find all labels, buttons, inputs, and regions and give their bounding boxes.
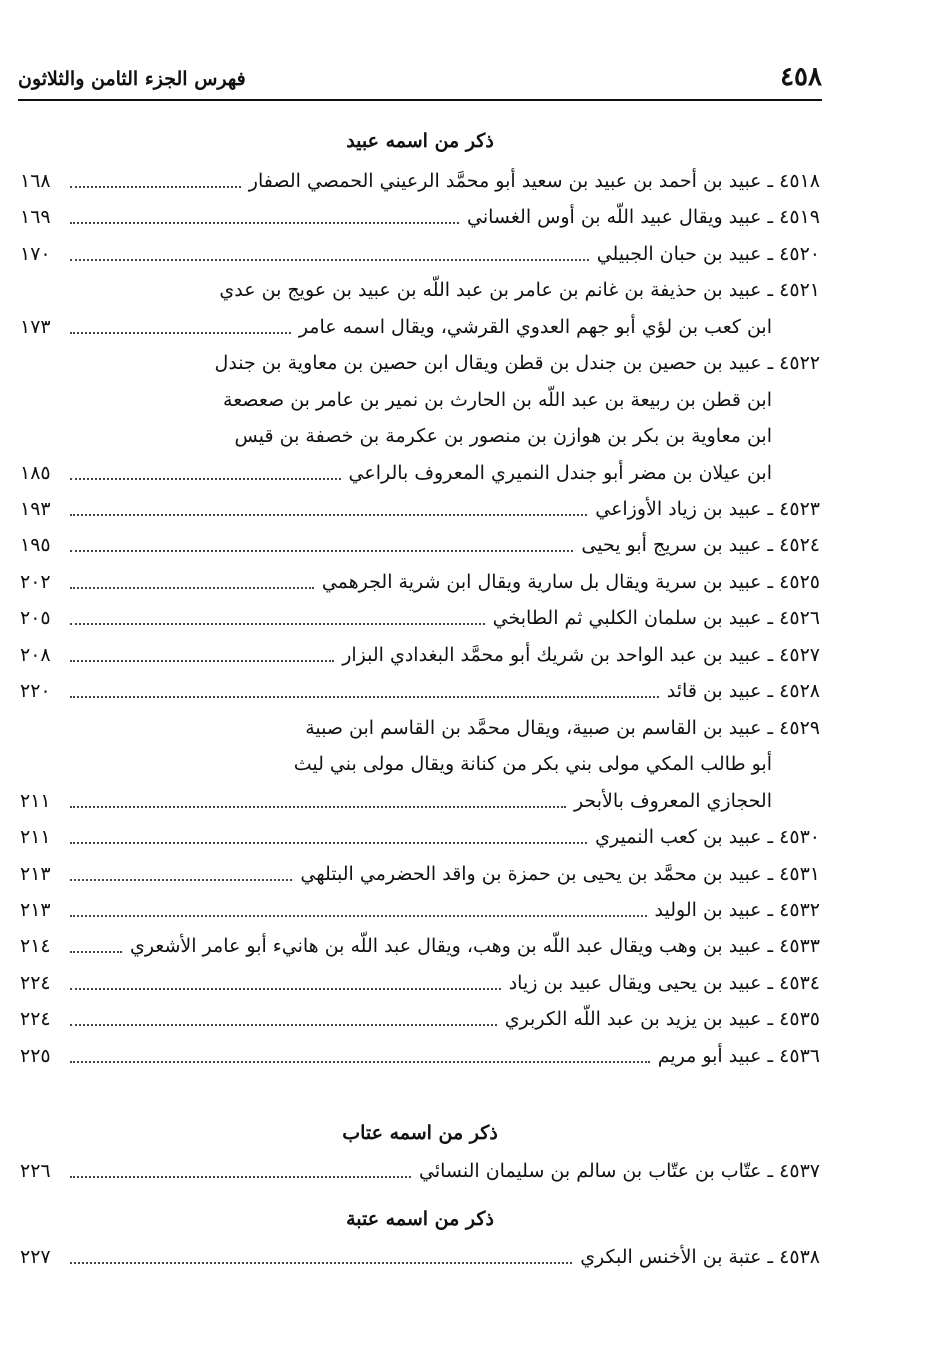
toc-entry-line xyxy=(20,239,820,275)
dot-leader xyxy=(70,792,566,808)
entry-text: ٤٥٣٤ ـ عبيد بن يحيى ويقال عبيد بن زياد xyxy=(508,972,820,994)
dot-leader xyxy=(70,901,647,917)
dot-leader xyxy=(70,500,587,516)
toc-entry-line xyxy=(20,1242,820,1278)
dot-leader xyxy=(70,245,589,261)
entry-text: ٤٥٢٤ ـ عبيد بن سريج أبو يحيى xyxy=(581,534,820,556)
entry-text: ٤٥٢٣ ـ عبيد بن زياد الأوزاعي xyxy=(595,498,820,520)
entry-text: ٤٥٢٠ ـ عبيد بن حبان الجبيلي xyxy=(596,243,820,265)
toc-entry-line xyxy=(20,749,820,785)
dot-leader xyxy=(70,828,587,844)
dot-leader xyxy=(70,865,292,881)
entry-text: ٤٥٢٥ ـ عبيد بن سرية ويقال بل سارية ويقال ابن شرية الجرهمي xyxy=(321,571,820,593)
entry-page-number: ٢٢٦ xyxy=(20,1160,51,1182)
dot-leader xyxy=(70,1162,411,1178)
toc-entry-line xyxy=(20,530,820,566)
section-title: ذكر من اسمه عتبة xyxy=(346,1208,494,1230)
toc-entry-line xyxy=(20,567,820,603)
entry-text: الحجازي المعروف بالأبحر xyxy=(573,790,772,812)
running-title: فهرس الجزء الثامن والثلاثون xyxy=(18,68,246,90)
entry-text: ٤٥٣١ ـ عبيد بن محمَّد بن يحيى بن حمزة بن واقد الحضرمي البتلهي xyxy=(300,863,820,885)
toc-entry-line xyxy=(20,1156,820,1192)
entry-page-number: ٢٢٤ xyxy=(20,972,51,994)
dot-leader xyxy=(70,937,122,953)
dot-leader xyxy=(70,318,291,334)
entry-text: ٤٥٢٦ ـ عبيد بن سلمان الكلبي ثم الطابخي xyxy=(492,607,820,629)
toc-entry-line xyxy=(20,494,820,530)
toc-entry-line xyxy=(20,275,820,311)
page-header xyxy=(18,62,822,98)
toc-entry-line xyxy=(20,348,820,384)
entry-text: ابن عيلان بن مضر أبو جندل النميري المعروف بالراعي xyxy=(348,462,772,484)
dot-leader xyxy=(70,682,659,698)
entry-page-number: ٢١١ xyxy=(20,790,51,812)
page-number: ٤٥٨ xyxy=(780,62,822,92)
entry-page-number: ١٩٣ xyxy=(20,498,51,520)
toc-entry-line xyxy=(20,603,820,639)
toc-entry-line xyxy=(20,859,820,895)
dot-leader xyxy=(70,646,334,662)
entry-page-number: ٢١١ xyxy=(20,826,51,848)
entry-text: ٤٥٣٣ ـ عبيد بن وهب ويقال عبد اللّه بن وهب، ويقال عبد اللّه بن هانيء أبو عامر الأشعري xyxy=(129,935,820,957)
entry-text: ابن قطن بن ربيعة بن عبد اللّه بن الحارث بن نمير بن عامر بن صعصعة xyxy=(223,389,772,411)
entry-text: ٤٥٣٠ ـ عبيد بن كعب النميري xyxy=(595,826,820,848)
toc-entry-line xyxy=(20,202,820,238)
entry-page-number: ٢٢٥ xyxy=(20,1045,51,1067)
toc-entry-line xyxy=(20,166,820,202)
section-title: ذكر من اسمه عبيد xyxy=(346,130,494,152)
entry-page-number: ١٦٨ xyxy=(20,170,51,192)
entry-page-number: ٢٢٤ xyxy=(20,1008,51,1030)
toc-entry-line xyxy=(20,1041,820,1077)
dot-leader xyxy=(70,1248,572,1264)
entry-text: ٤٥٣٢ ـ عبيد بن الوليد xyxy=(654,899,820,921)
dot-leader xyxy=(70,1010,497,1026)
entry-text: ٤٥٣٧ ـ عتّاب بن عتّاب بن سالم بن سليمان النسائي xyxy=(419,1160,820,1182)
entry-text: ٤٥٢٨ ـ عبيد بن قائد xyxy=(666,680,820,702)
entry-page-number: ٢١٣ xyxy=(20,899,51,921)
entry-page-number: ١٧٠ xyxy=(20,243,51,265)
entry-text: أبو طالب المكي مولى بني بكر من كنانة ويقال مولى بني ليث xyxy=(293,753,772,775)
dot-leader xyxy=(70,609,485,625)
toc-entry-line xyxy=(20,786,820,822)
entry-text: ٤٥٣٥ ـ عبيد بن يزيد بن عبد اللّه الكربري xyxy=(504,1008,820,1030)
entry-text: ٤٥١٩ ـ عبيد ويقال عبيد اللّه بن أوس الغساني xyxy=(467,206,820,228)
dot-leader xyxy=(70,208,459,224)
entry-page-number: ٢٠٥ xyxy=(20,607,51,629)
header-rule xyxy=(18,99,822,101)
entry-text: ٤٥٢٢ ـ عبيد بن حصين بن جندل بن قطن ويقال ابن حصين بن معاوية بن جندل xyxy=(214,352,820,374)
dot-leader xyxy=(70,1047,650,1063)
entry-page-number: ١٨٥ xyxy=(20,462,51,484)
toc-entry-line xyxy=(20,931,820,967)
entry-text: ٤٥٢٧ ـ عبيد بن عبد الواحد بن شريك أبو محمَّد البغدادي البزار xyxy=(342,644,820,666)
dot-leader xyxy=(70,974,501,990)
entry-page-number: ٢١٣ xyxy=(20,863,51,885)
toc-entry-line xyxy=(20,713,820,749)
toc-entry-line xyxy=(20,676,820,712)
dot-leader xyxy=(70,464,341,480)
toc-entry-line xyxy=(20,312,820,348)
entry-text: ٤٥٣٨ ـ عتبة بن الأخنس البكري xyxy=(580,1246,820,1268)
entry-text: ابن كعب بن لؤي أبو جهم العدوي القرشي، ويقال اسمه عامر xyxy=(298,316,772,338)
toc-entry-line xyxy=(20,640,820,676)
entry-page-number: ٢٢٧ xyxy=(20,1246,51,1268)
toc-entry-line xyxy=(20,1004,820,1040)
entry-text: ٤٥١٨ ـ عبيد بن أحمد بن عبيد بن سعيد أبو محمَّد الرعيني الحمصي الصفار xyxy=(248,170,820,192)
entry-text: ابن معاوية بن بكر بن هوازن بن منصور بن عكرمة بن خصفة بن قيس xyxy=(234,425,772,447)
entry-text: ٤٥٣٦ ـ عبيد أبو مريم xyxy=(657,1045,820,1067)
entry-page-number: ١٧٣ xyxy=(20,316,51,338)
entry-page-number: ٢٠٢ xyxy=(20,571,51,593)
entry-page-number: ٢١٤ xyxy=(20,935,51,957)
section-title: ذكر من اسمه عتاب xyxy=(342,1122,498,1144)
toc-entry-line xyxy=(20,385,820,421)
toc-entry-line xyxy=(20,458,820,494)
toc-entry-line xyxy=(20,968,820,1004)
entry-page-number: ٢٢٠ xyxy=(20,680,51,702)
entry-page-number: ١٦٩ xyxy=(20,206,51,228)
entry-page-number: ١٩٥ xyxy=(20,534,51,556)
entry-page-number: ٢٠٨ xyxy=(20,644,51,666)
entry-text: ٤٥٢٩ ـ عبيد بن القاسم بن صبية، ويقال محمَّد بن القاسم ابن صبية xyxy=(305,717,820,739)
dot-leader xyxy=(70,573,314,589)
dot-leader xyxy=(70,536,573,552)
toc-entry-line xyxy=(20,421,820,457)
toc-entry-line xyxy=(20,895,820,931)
toc-entry-line xyxy=(20,822,820,858)
dot-leader xyxy=(70,172,241,188)
entry-text: ٤٥٢١ ـ عبيد بن حذيفة بن غانم بن عامر بن عبد اللّه بن عبيد بن عويج بن عدي xyxy=(219,279,820,301)
